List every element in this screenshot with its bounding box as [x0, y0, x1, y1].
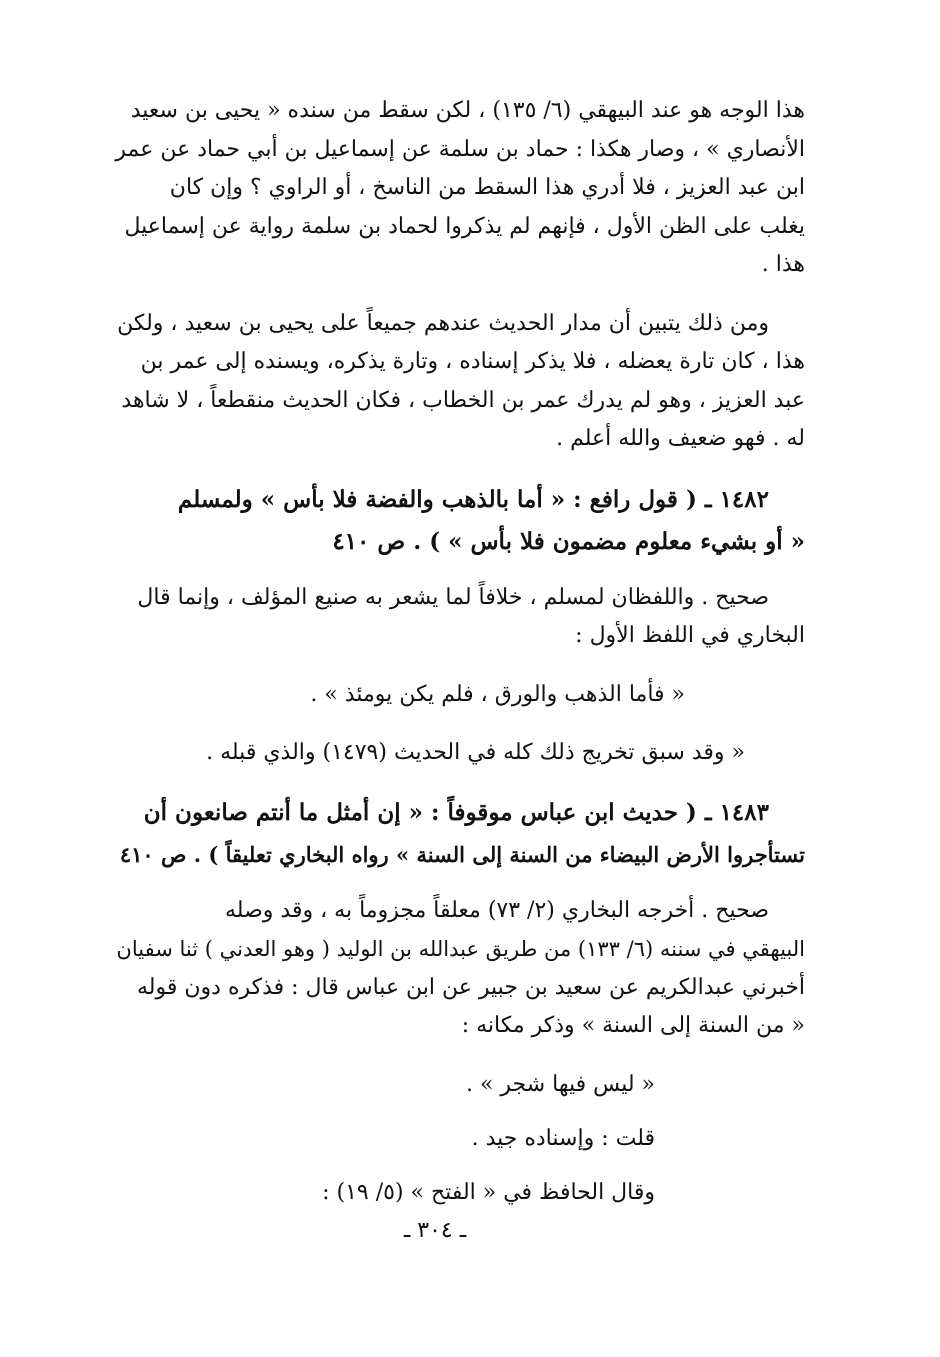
text-line: ومن ذلك يتبين أن مدار الحديث عندهم جميعاً على يحيى بن سعيد ، ولكن [117, 310, 769, 336]
text-line: ابن عبد العزيز ، فلا أدري هذا السقط من الناسخ ، أو الراوي ؟ وإن كان [169, 175, 805, 200]
hadith-heading-1483 [95, 792, 805, 876]
text-line: « من السنة إلى السنة » وذكر مكانه : [461, 1013, 805, 1038]
text-line: أخبرني عبدالكريم عن سعيد بن جبير عن ابن عباس قال : فذكره دون قوله [137, 974, 805, 1000]
quote-2: « وقد سبق تخريج ذلك كله في الحديث (١٤٧٩) والذي قبله . [206, 739, 745, 765]
text-line: يغلب على الظن الأول ، فإنهم لم يذكروا لحماد بن سلمة رواية عن إسماعيل [124, 213, 805, 239]
text-line: الأنصاري » ، وصار هكذا : حماد بن سلمة عن إسماعيل بن أبي حماد عن عمر [115, 136, 805, 162]
hadith-heading-1482 [95, 479, 805, 563]
text-line: عبد العزيز ، وهو لم يدرك عمر بن الخطاب ، فكان الحديث منقطعاً ، لا شاهد [121, 387, 805, 413]
text-line: تستأجروا الأرض البيضاء من السنة إلى السنة » رواه البخاري تعليقاً ) . ص ٤١٠ [119, 841, 805, 867]
text-line: ١٤٨٢ ـ ( قول رافع : « أما بالذهب والفضة فلا بأس » ولمسلم [177, 485, 769, 513]
text-line: له . فهو ضعيف والله أعلم . [556, 426, 805, 451]
text-line: البخاري في اللفظ الأول : [575, 623, 805, 648]
text-line: هذا الوجه هو عند البيهقي (٦/ ١٣٥) ، لكن سقط من سنده « يحيى بن سعيد [130, 98, 805, 123]
text-line: البيهقي في سننه (٦/ ١٣٣) من طريق عبدالله بن الوليد ( وهو العدني ) ثنا سفيان [116, 937, 805, 961]
text-line: هذا . [761, 252, 805, 277]
text-line: ١٤٨٣ ـ ( حديث ابن عباس موقوفاً : « إن أمثل ما أنتم صانعون أن [143, 798, 769, 826]
page-number: ـ ٣٠٤ ـ [403, 1218, 467, 1243]
citation-line: وقال الحافظ في « الفتح » (٥/ ١٩) : [322, 1179, 655, 1205]
text-line: صحيح . واللفظان لمسلم ، خلافاً لما يشعر به صنيع المؤلف ، وإنما قال [137, 584, 769, 610]
text-line: هذا ، كان تارة يعضله ، فلا يذكر إسناده ، وتارة يذكره، ويسنده إلى عمر بن [140, 349, 805, 374]
quote-1: « فأما الذهب والورق ، فلم يكن يومئذ » . [310, 681, 685, 707]
quote-3: « ليس فيها شجر » . [465, 1071, 655, 1097]
paragraph-4 [95, 892, 805, 1046]
paragraph-3 [95, 579, 805, 656]
text-line: « أو بشيء معلوم مضمون فلا بأس » ) . ص ٤١٠ [332, 527, 805, 555]
paragraph-1 [95, 92, 805, 285]
text-line: صحيح . أخرجه البخاري (٢/ ٧٣) معلقاً مجزوماً به ، وقد وصله [225, 897, 769, 923]
paragraph-2 [95, 305, 805, 459]
page-body [95, 92, 805, 1212]
statement-line: قلت : وإسناده جيد . [471, 1125, 655, 1151]
